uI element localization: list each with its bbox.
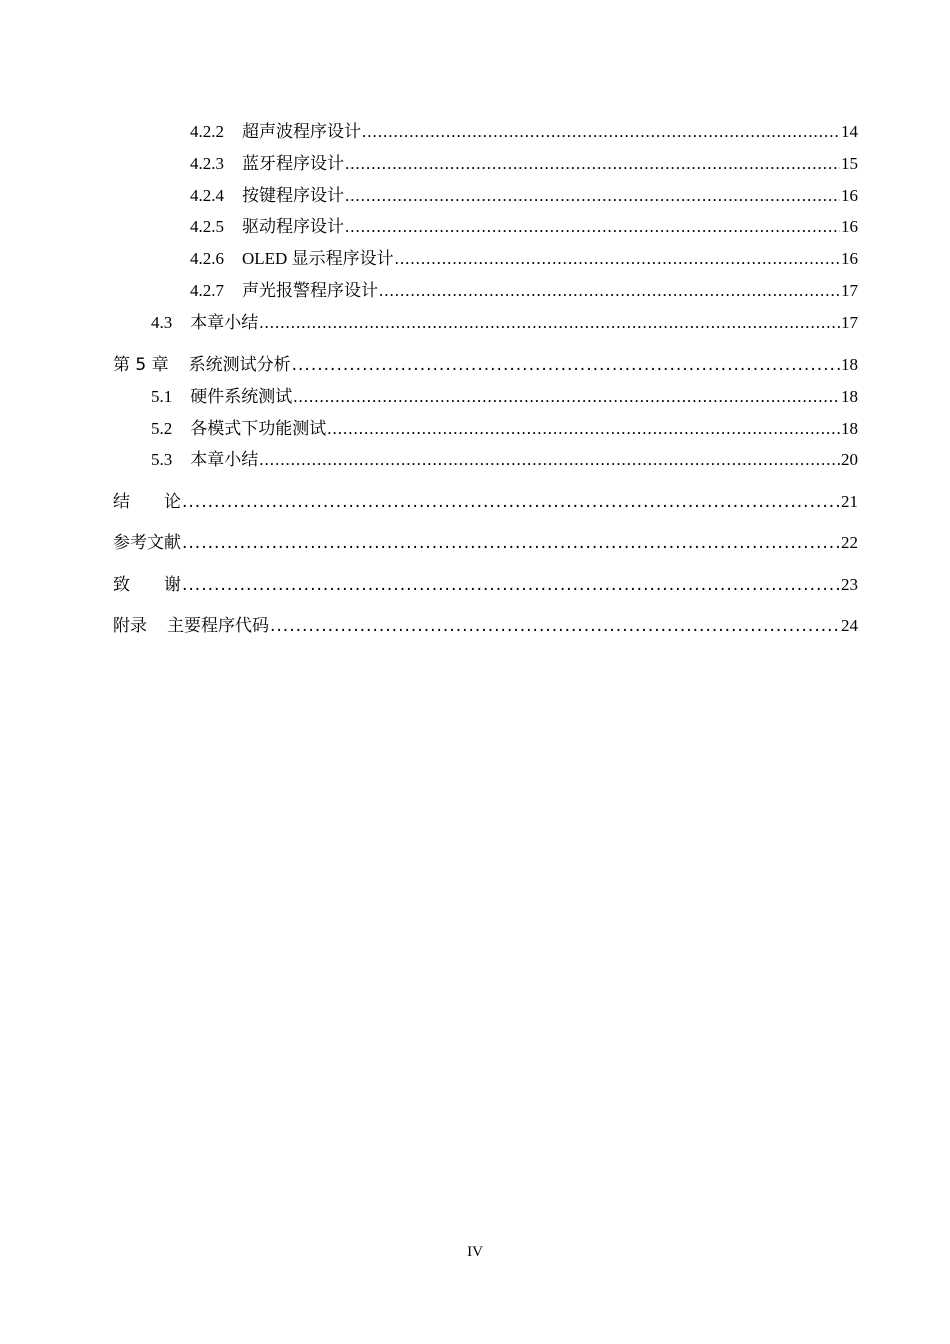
toc-number: 4.3 xyxy=(151,313,173,332)
toc-number: 4.2.3 xyxy=(190,154,224,173)
toc-entry-chapter[interactable] xyxy=(0,354,858,376)
dot-leader xyxy=(345,153,840,175)
dot-leader xyxy=(345,185,840,207)
toc-number: 4.2.5 xyxy=(190,217,224,236)
dot-leader xyxy=(345,216,840,238)
toc-entry[interactable] xyxy=(0,418,858,440)
toc-entry[interactable] xyxy=(0,153,858,175)
toc-number: 附录 xyxy=(113,616,147,636)
toc-number: 4.2.4 xyxy=(190,186,224,205)
toc-title: 本章小结 xyxy=(190,450,259,469)
toc-entry[interactable] xyxy=(0,248,858,270)
toc-title: 本章小结 xyxy=(190,313,259,332)
toc-number: 5.1 xyxy=(151,387,173,406)
toc-page: 24 xyxy=(841,616,858,635)
toc-page: 18 xyxy=(841,387,858,406)
toc-entry[interactable] xyxy=(0,121,858,143)
toc-title: 按键程序设计 xyxy=(242,186,344,205)
toc-page: 21 xyxy=(841,492,858,511)
toc-title: 蓝牙程序设计 xyxy=(242,154,344,173)
toc-page: 14 xyxy=(841,122,858,141)
dot-leader xyxy=(270,615,840,637)
toc-entry[interactable] xyxy=(0,185,858,207)
toc-number: 4.2.2 xyxy=(190,122,224,141)
page-number: IV xyxy=(467,1244,483,1260)
toc-number: 5.3 xyxy=(151,450,173,469)
toc-title: 参考文献 xyxy=(113,533,181,553)
toc-page: 16 xyxy=(841,249,858,268)
toc-page: 17 xyxy=(841,313,858,332)
toc-title: 系统测试分析 xyxy=(188,355,291,375)
toc-page: 15 xyxy=(841,154,858,173)
toc-page: 16 xyxy=(841,217,858,236)
toc-number: 5.2 xyxy=(151,419,173,438)
toc-title: 声光报警程序设计 xyxy=(242,281,378,300)
toc-entry[interactable] xyxy=(0,312,858,334)
dot-leader xyxy=(293,386,840,408)
toc-page: 18 xyxy=(841,355,858,374)
toc-number: 4.2.6 xyxy=(190,249,224,268)
toc-title: OLED 显示程序设计 xyxy=(242,249,394,268)
toc-title: 超声波程序设计 xyxy=(242,122,361,141)
toc-entry-appendix[interactable] xyxy=(0,615,858,637)
dot-leader xyxy=(395,248,840,270)
dot-leader xyxy=(182,532,840,554)
toc-page: 20 xyxy=(841,450,858,469)
dot-leader xyxy=(182,491,840,513)
toc-page: 23 xyxy=(841,575,858,594)
toc-title: 主要程序代码 xyxy=(167,616,269,636)
toc-entry-conclusion[interactable] xyxy=(0,491,858,513)
toc-number: 第 5 章 xyxy=(113,355,169,375)
toc-entry[interactable] xyxy=(0,216,858,238)
toc-title: 致 谢 xyxy=(113,575,181,595)
toc-title: 各模式下功能测试 xyxy=(190,419,327,438)
dot-leader xyxy=(182,574,840,596)
toc-entry-references[interactable] xyxy=(0,532,858,554)
toc-title: 驱动程序设计 xyxy=(242,217,344,236)
toc-page: 18 xyxy=(841,419,858,438)
toc-number: 4.2.7 xyxy=(190,281,224,300)
toc-page: 22 xyxy=(841,533,858,552)
toc-entry-acknowledgements[interactable] xyxy=(0,574,858,596)
dot-leader xyxy=(362,121,840,143)
toc-title: 硬件系统测试 xyxy=(190,387,293,406)
dot-leader xyxy=(379,280,840,302)
toc-page: 17 xyxy=(841,281,858,300)
toc-page: 16 xyxy=(841,186,858,205)
toc-entry[interactable] xyxy=(0,449,858,471)
dot-leader xyxy=(327,418,840,440)
dot-leader xyxy=(259,312,840,334)
dot-leader xyxy=(259,449,840,471)
dot-leader xyxy=(292,354,840,376)
toc-entry[interactable] xyxy=(0,386,858,408)
toc-entry[interactable] xyxy=(0,280,858,302)
toc-title: 结 论 xyxy=(113,492,181,512)
